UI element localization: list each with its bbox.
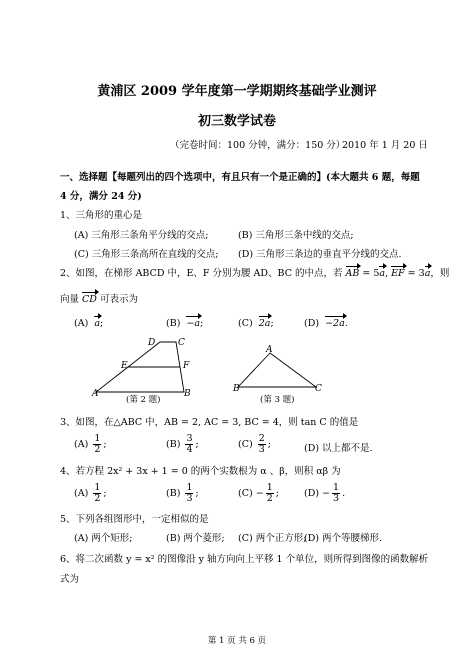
q5-stem: 5、下列各组图形中，一定相似的是 <box>60 514 209 525</box>
q2-option-b-label: (B) <box>166 318 181 329</box>
q4-option-a: (A) $\frac{1}{2}$ ; <box>74 482 107 504</box>
q2-eq2: = 3 <box>404 268 425 279</box>
q2-option-c-value: 2a <box>258 318 271 329</box>
q1-option-c: (C) 三角形三条高所在直线的交点; <box>74 249 219 260</box>
q2-option-d-value: −2a <box>325 318 345 329</box>
q6-stem-line2: 式为 <box>60 574 80 585</box>
q4-option-d: (D) − $\frac{1}{3}$ . <box>304 482 346 504</box>
q1-option-b: (B) 三角形三条中线的交点; <box>238 230 354 241</box>
q2-option-c: (C) 2a; <box>238 318 274 329</box>
q4-b-denominator: 3 <box>186 493 193 504</box>
q2-option-b-value: −a <box>186 318 201 329</box>
q3-a-numerator: 1 <box>94 433 101 444</box>
q3-stem: 3、如图，在△ABC 中，AB = 2, AC = 3, BC = 4，则 tan C 的值是 <box>60 417 359 428</box>
q2-line2-a: 向量 <box>60 294 83 305</box>
fig2-label-d: D <box>148 338 156 348</box>
q2-eq1: = 5 <box>359 268 380 279</box>
q3-option-c: (C) $\frac{2}{3}$ ; <box>238 433 271 455</box>
q2-vector-ab: AB <box>345 268 360 279</box>
q1-option-a: (A) 三角形三条角平分线的交点; <box>74 230 209 241</box>
q1-option-d: (D) 三角形三条边的垂直平分线的交点. <box>238 249 402 260</box>
fig2-label-f: F <box>183 361 190 371</box>
q2-stem-text: 2、如图，在梯形 ABCD 中，E、F 分别为腰 AD、BC 的中点，若 <box>60 268 346 279</box>
exam-subtitle: 初三数学试卷 <box>197 114 276 129</box>
page-footer: 第 1 页 共 6 页 <box>207 636 267 646</box>
q3-option-a-label: (A) <box>74 439 89 450</box>
q2-option-d: (D) −2a. <box>304 318 348 329</box>
fig2-label-c: C <box>178 338 185 348</box>
q3-b-numerator: 3 <box>186 433 193 444</box>
q3-option-a: (A) $\frac{1}{2}$ ; <box>74 433 107 455</box>
q3-option-b-label: (B) <box>166 439 181 450</box>
q3-option-d: (D) 以上都不是. <box>304 443 373 454</box>
q6-stem-line1: 6、将二次函数 y = x² 的图像沿 y 轴方向向上平移 1 个单位，则所得到图像的函数解析 <box>60 554 429 565</box>
q4-b-numerator: 1 <box>186 482 193 493</box>
q4-d-denominator: 3 <box>333 493 340 504</box>
fig2-label-e: E <box>121 361 128 371</box>
q2-option-c-label: (C) <box>238 318 253 329</box>
q2-stem-line1 <box>60 265 449 279</box>
q4-a-numerator: 1 <box>94 482 101 493</box>
q1-stem: 1、三角形的重心是 <box>60 210 143 221</box>
q3-option-c-fraction <box>258 434 266 455</box>
q4-option-a-fraction <box>93 483 101 504</box>
q3-option-b-fraction <box>185 434 193 455</box>
q4-d-sign: − <box>322 488 331 499</box>
exam-title: 黄浦区 2009 学年度第一学期期终基础学业测评 <box>97 84 377 99</box>
q4-c-numerator: 1 <box>266 482 273 493</box>
q5-option-b: (B) 两个菱形; <box>166 533 225 544</box>
fig3-label-b: B <box>233 384 240 394</box>
section-heading-line2: 4 分，满分 24 分) <box>60 191 142 202</box>
q3-option-a-fraction <box>93 434 101 455</box>
q4-option-c-fraction <box>266 483 274 504</box>
q4-option-b-label: (B) <box>166 488 181 499</box>
q5-option-d: (D) 两个等腰梯形. <box>304 533 383 544</box>
q2-vector-ef: EF <box>391 268 405 279</box>
fig2-label-b: B <box>184 389 191 399</box>
q4-stem: 4、若方程 2x² + 3x + 1 = 0 的两个实数根为 α 、β，则积 αβ 为 <box>60 466 341 477</box>
q4-c-sign: − <box>255 488 264 499</box>
q4-option-c-label: (C) <box>238 488 253 499</box>
q4-option-a-label: (A) <box>74 488 89 499</box>
q2-stem-end: ，则 <box>430 268 450 279</box>
q3-c-denominator: 3 <box>258 444 265 455</box>
q3-option-b: (B) $\frac{3}{4}$ ; <box>166 433 199 455</box>
figure-3-triangle <box>232 345 322 395</box>
fig3-label-a: A <box>266 345 273 355</box>
q2-option-a-label: (A) <box>74 318 89 329</box>
fig3-label-c: C <box>315 384 322 394</box>
fig2-label-a: A <box>92 389 99 399</box>
triangle-outline <box>238 353 316 387</box>
fig2-caption: (第 2 题) <box>126 395 161 405</box>
q4-a-denominator: 2 <box>94 493 101 504</box>
q2-sep: , <box>385 268 392 279</box>
q4-option-b-fraction <box>185 483 193 504</box>
q2-vector-a2: a <box>424 268 431 279</box>
q4-option-d-label: (D) <box>304 488 320 499</box>
q5-option-a: (A) 两个矩形; <box>74 533 133 544</box>
q2-line2-b: 可表示为 <box>96 294 138 305</box>
fig3-caption: (第 3 题) <box>260 395 295 405</box>
q3-c-numerator: 2 <box>258 433 265 444</box>
q2-option-a: (A) a; <box>74 318 104 329</box>
q2-option-a-value: a <box>94 318 100 329</box>
q2-option-b: (B) −a; <box>166 318 204 329</box>
q2-vector-a1: a <box>379 268 386 279</box>
q4-option-c: (C) − $\frac{1}{2}$ ; <box>238 482 279 504</box>
exam-meta: （完卷时间：100 分钟，满分：150 分） <box>170 140 346 151</box>
q5-option-c: (C) 两个正方形; <box>238 533 307 544</box>
q3-a-denominator: 2 <box>94 444 101 455</box>
exam-date: 2010 年 1 月 20 日 <box>342 140 428 151</box>
q3-b-denominator: 4 <box>186 444 193 455</box>
q4-c-denominator: 2 <box>266 493 273 504</box>
section-heading-line1: 一、选择题【每题列出的四个选项中，有且只有一个是正确的】(本大题共 6 题，每题 <box>60 172 420 183</box>
q2-stem-line2 <box>60 291 138 305</box>
q4-option-d-fraction <box>332 483 340 504</box>
q3-option-c-label: (C) <box>238 439 253 450</box>
q4-option-b: (B) $\frac{1}{3}$ ; <box>166 482 199 504</box>
q2-vector-cd: CD <box>82 294 97 305</box>
q4-d-numerator: 1 <box>333 482 340 493</box>
q2-option-d-label: (D) <box>304 318 320 329</box>
